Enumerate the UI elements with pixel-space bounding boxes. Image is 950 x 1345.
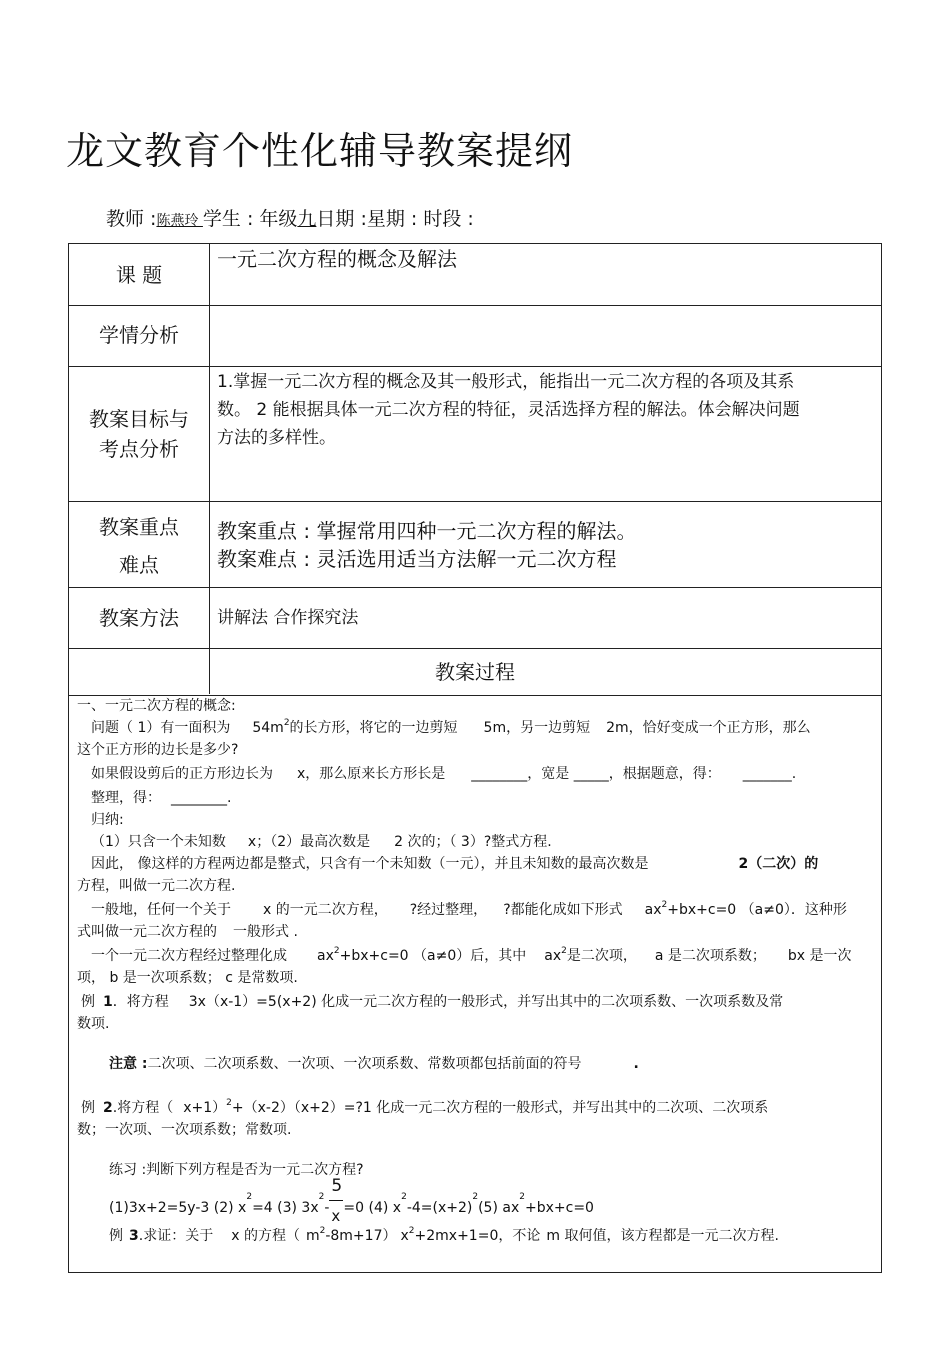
difficult-point: 教案难点 : 灵活选用适当方法解一元二次方程 (217, 547, 617, 571)
grade-value: 九 (297, 208, 317, 230)
general-form-line: 一般地，任何一个关于 x 的一元二次方程， ?经过整理， ?都能化成如下形式 $ax^2+bx+c=0$ （a≠0）．这种形 (91, 900, 847, 918)
note-line: 注意 :二次项、二次项系数、一次项、一次项系数、常数项都包括前面的符号 . (109, 1056, 639, 1072)
row-divider (69, 366, 881, 367)
section-heading: 一、一元二次方程的概念: (77, 698, 236, 714)
example-3: 例 3.求证：关于 x 的方程（ $m^2-8m+17$） $x^2+2mx+1=0$，不论 m 取何值，该方程都是一元二次方程. (109, 1226, 779, 1244)
key-point: 教案重点 : 掌握常用四种一元二次方程的解法。 (217, 519, 637, 543)
goal-line-2: 数。 2 能根据具体一元二次方程的特征，灵活选择方程的解法。体会解决问题 (217, 400, 800, 420)
definition-line: 方程，叫做一元二次方程. (77, 878, 236, 894)
teacher-label: 教师 : (106, 208, 157, 230)
teacher-name: 陈燕玲 (156, 213, 203, 229)
page-title: 龙文教育个性化辅导教案提纲 (66, 129, 574, 173)
row-divider (69, 501, 881, 502)
example-2: 数；一次项、一次项系数；常数项. (77, 1122, 292, 1138)
summary-heading: 归纳: (91, 812, 124, 828)
row-divider (69, 305, 881, 306)
method-label: 教案方法 (99, 606, 179, 630)
example-1: 例 1．将方程 3x（x-1）=5(x+2) 化成一元二次方程的一般形式，并写出其中的二次项系数、一次项系数及常 (81, 994, 784, 1010)
exercise-equations: (1)3x+2=5y-3 (2) $x^2=4$ (3) $3x^2-$ $\frac{5}{x}$ =0 (4) $x^2-4=(x+2)^2(5)$ $ax^2+bx+c=0$ (109, 1176, 594, 1225)
assumption-line: 如果假设剪后的正方形边长为 x，那么原来长方形长是 ________，宽是 _____，根据题意，得： _______. (91, 766, 797, 782)
analysis-label: 学情分析 (99, 323, 179, 347)
topic-label: 课 题 (115, 263, 163, 287)
example-2: 例 2.将方程（ x+1）$^2$+（x-2）（x+2）=?1 化成一元二次方程的一般形式，并写出其中的二次项、二次项系 (81, 1098, 769, 1116)
simplify-line: 整理，得： ________. (91, 790, 232, 806)
goal-label-line2: 考点分析 (99, 437, 179, 461)
method-value: 讲解法 合作探究法 (217, 608, 359, 628)
definition-line: 因此， 像这样的方程两边都是整式，只含有一个未知数（一元），并且未知数的最高次数是 2（二次）的 (91, 856, 819, 872)
fraction-5-over-x: $\frac{5}{x}$ (331, 1176, 343, 1225)
example-1: 数项. (77, 1016, 110, 1032)
goal-line-3: 方法的多样性。 (217, 428, 336, 448)
question-line: 问题（ 1）有一面积为 $54m^2$的长方形，将它的一边剪短 5m，另一边剪短 2m，恰好变成一个正方形，那么 (91, 718, 811, 736)
goal-label-line1: 教案目标与 (89, 407, 189, 431)
student-label: 学生 : 年级 (202, 208, 298, 230)
date-time-label: 日期 :星期 : 时段 : (316, 208, 474, 230)
goal-line-1: 1.掌握一元二次方程的概念及其一般形式，能指出一元二次方程的各项及其系 (217, 372, 795, 392)
topic-value: 一元二次方程的概念及解法 (217, 247, 457, 271)
lesson-plan-table (68, 243, 882, 1273)
terms-line: 项， b 是一次项系数； c 是常数项. (77, 970, 298, 986)
general-form-line: 式叫做一元二次方程的 一般形式 . (77, 924, 298, 940)
exercise-heading: 练习 :判断下列方程是否为一元二次方程? (109, 1162, 364, 1178)
process-header: 教案过程 (435, 660, 515, 684)
key-label-line1: 教案重点 (99, 515, 179, 539)
question-line: 这个正方形的边长是多少? (77, 742, 239, 758)
column-divider (209, 244, 210, 694)
row-divider (69, 587, 881, 588)
terms-line: 一个一元二次方程经过整理化成 $ax^2+bx+c=0$ （a≠0）后，其中 $ax^2$是二次项， a 是二次项系数； bx 是一次 (91, 946, 852, 964)
summary-line: （1）只含一个未知数 x；（2）最高次数是 2 次的；（ 3）?整式方程. (91, 834, 552, 850)
header-meta (106, 204, 474, 231)
key-label-line2: 难点 (119, 553, 159, 577)
